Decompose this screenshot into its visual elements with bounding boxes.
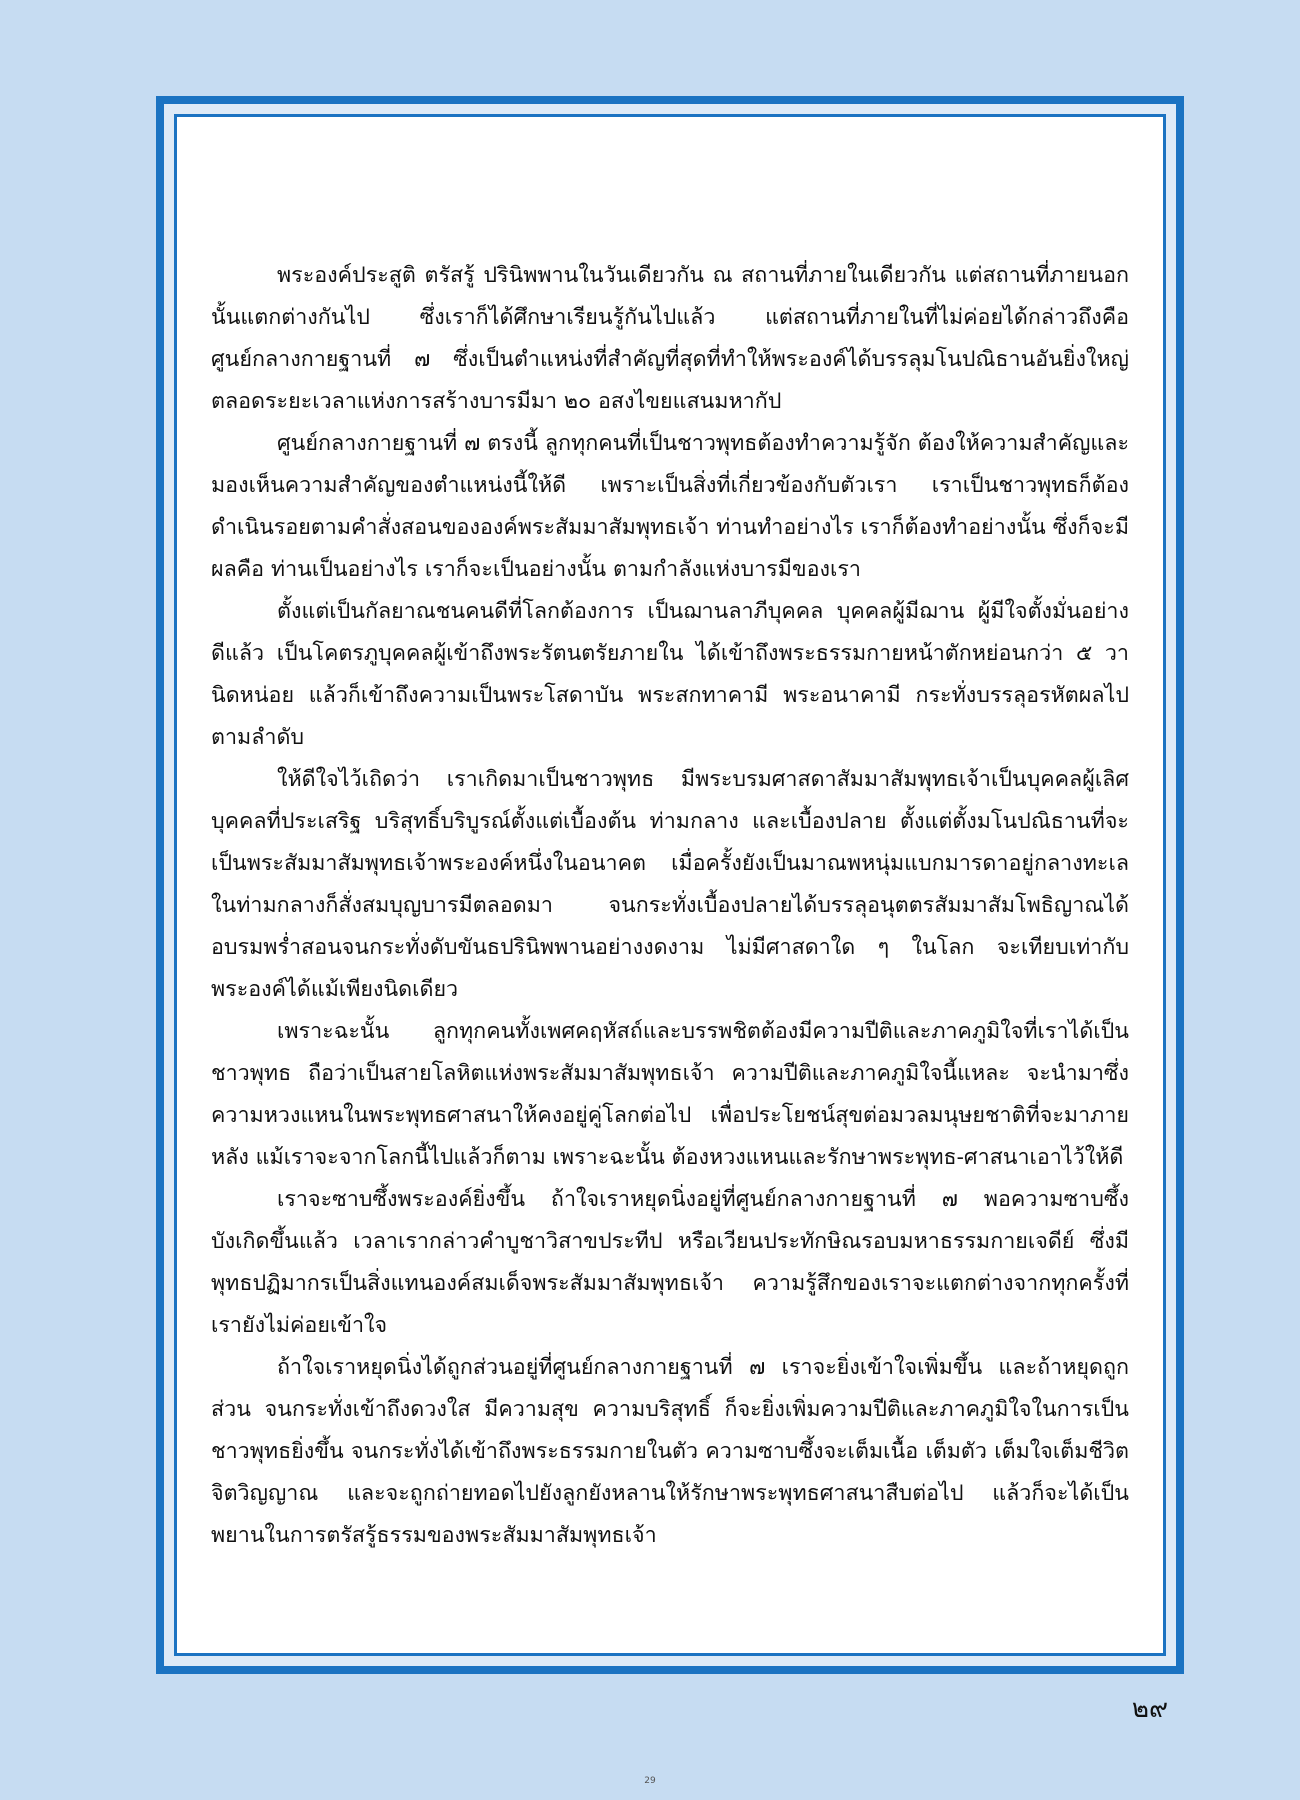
paragraph-1: พระองค์ประสูติ ตรัสรู้ ปรินิพพานในวันเดียวกัน ณ สถานที่ภายในเดียวกัน แต่สถานที่ภายนอกนั้นแตกต่างกันไป ซึ่งเราก็ได้ศึกษาเรียนรู้กันไปแล้ว แต่สถานที่ภายในที่ไม่ค่อยได้กล่าวถึงคือ ศูนย์กลางกายฐานที่ ๗ ซึ่งเป็นตำแหน่งที่สำคัญที่สุดที่ทำให้พระองค์ได้บรรลุมโนปณิธานอันยิ่งใหญ่ ตลอดระยะเวลาแห่งการสร้างบารมีมา ๒๐ อสงไขยแสนมหากัป bbox=[211, 263, 1129, 414]
page-outer-frame bbox=[156, 96, 1184, 1674]
paragraph-2: ศูนย์กลางกายฐานที่ ๗ ตรงนี้ ลูกทุกคนที่เป็นชาวพุทธต้องทำความรู้จัก ต้องให้ความสำคัญและมองเห็นความสำคัญของตำแหน่งนี้ให้ดี เพราะเป็นสิ่งที่เกี่ยวข้องกับตัวเรา เราเป็นชาวพุทธก็ต้องดำเนินรอยตามคำสั่งสอนขององค์พระสัมมาสัมพุทธเจ้า ท่านทำอย่างไร เราก็ต้องทำอย่างนั้น ซึ่งก็จะมีผลคือ ท่านเป็นอย่างไร เราก็จะเป็นอย่างนั้น ตามกำลังแห่งบารมีของเรา bbox=[211, 431, 1129, 582]
paragraph-3: ตั้งแต่เป็นกัลยาณชนคนดีที่โลกต้องการ เป็นฌานลาภีบุคคล บุคคลผู้มีฌาน ผู้มีใจตั้งมั่นอย่างดีแล้ว เป็นโคตรภูบุคคลผู้เข้าถึงพระรัตนตรัยภายใน ได้เข้าถึงพระธรรมกายหน้าตักหย่อนกว่า ๕ วานิดหน่อย แล้วก็เข้าถึงความเป็นพระโสดาบัน พระสกทาคามี พระอนาคามี กระทั่งบรรลุอรหัตผลไปตามลำดับ bbox=[211, 599, 1129, 750]
paragraph-5: เพราะฉะนั้น ลูกทุกคนทั้งเพศคฤหัสถ์และบรรพชิตต้องมีความปีติและภาคภูมิใจที่เราได้เป็นชาวพุทธ ถือว่าเป็นสายโลหิตแห่งพระสัมมาสัมพุทธเจ้า ความปีติและภาคภูมิใจนี้แหละ จะนำมาซึ่งความหวงแหนในพระพุทธศาสนาให้คงอยู่คู่โลกต่อไป เพื่อประโยชน์สุขต่อมวลมนุษยชาติที่จะมาภายหลัง แม้เราจะจากโลกนี้ไปแล้วก็ตาม เพราะฉะนั้น ต้องหวงแหนและรักษาพระพุทธ-ศาสนาเอาไว้ให้ดี bbox=[211, 1019, 1129, 1170]
footer-page-number: 29 bbox=[644, 1776, 656, 1786]
page-inner-frame bbox=[174, 114, 1166, 1656]
paragraph-6: เราจะซาบซึ้งพระองค์ยิ่งขึ้น ถ้าใจเราหยุดนิ่งอยู่ที่ศูนย์กลางกายฐานที่ ๗ พอความซาบซึ้งบังเกิดขึ้นแล้ว เวลาเรากล่าวคำบูชาวิสาขประทีป หรือเวียนประทักษิณรอบมหาธรรมกายเจดีย์ ซึ่งมีพุทธปฏิมากรเป็นสิ่งแทนองค์สมเด็จพระสัมมาสัมพุทธเจ้า ความรู้สึกของเราจะแตกต่างจากทุกครั้งที่เรายังไม่ค่อยเข้าใจ bbox=[211, 1187, 1129, 1338]
page-number: ๒๙ bbox=[1131, 1694, 1168, 1724]
paragraph-4: ให้ดีใจไว้เถิดว่า เราเกิดมาเป็นชาวพุทธ มีพระบรมศาสดาสัมมาสัมพุทธเจ้าเป็นบุคคลผู้เลิศบุคคลที่ประเสริฐ บริสุทธิ์บริบูรณ์ตั้งแต่เบื้องต้น ท่ามกลาง และเบื้องปลาย ตั้งแต่ตั้งมโนปณิธานที่จะเป็นพระสัมมาสัมพุทธเจ้าพระองค์หนึ่งในอนาคต เมื่อครั้งยังเป็นมาณพหนุ่มแบกมารดาอยู่กลางทะเล ในท่ามกลางก็สั่งสมบุญบารมีตลอดมา จนกระทั่งเบื้องปลายได้บรรลุอนุตตรสัมมาสัมโพธิญาณได้อบรมพร่ำสอนจนกระทั่งดับขันธปรินิพพานอย่างงดงาม ไม่มีศาสดาใด ๆ ในโลก จะเทียบเท่ากับพระองค์ได้แม้เพียงนิดเดียว bbox=[211, 767, 1129, 1002]
paragraph-7: ถ้าใจเราหยุดนิ่งได้ถูกส่วนอยู่ที่ศูนย์กลางกายฐานที่ ๗ เราจะยิ่งเข้าใจเพิ่มขึ้น และถ้าหยุดถูกส่วน จนกระทั่งเข้าถึงดวงใส มีความสุข ความบริสุทธิ์ ก็จะยิ่งเพิ่มความปีติและภาคภูมิใจในการเป็นชาวพุทธยิ่งขึ้น จนกระทั่งได้เข้าถึงพระธรรมกายในตัว ความซาบซึ้งจะเต็มเนื้อ เต็มตัว เต็มใจเต็มชีวิต จิตวิญญาณ และจะถูกถ่ายทอดไปยังลูกยังหลานให้รักษาพระพุทธศาสนาสืบต่อไป แล้วก็จะได้เป็นพยานในการตรัสรู้ธรรมของพระสัมมาสัมพุทธเจ้า bbox=[211, 1355, 1129, 1548]
text-body bbox=[211, 255, 1129, 1557]
